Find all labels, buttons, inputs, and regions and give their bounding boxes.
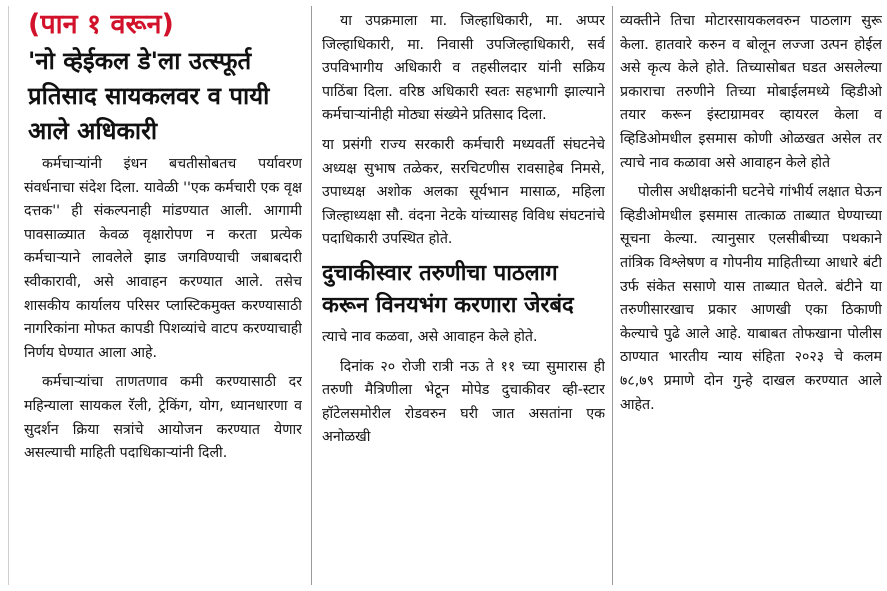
column3-paragraph-2: पोलीस अधीक्षकांनी घटनेचे गांभीर्य लक्षात घेऊन व्हिडीओमधील इसमास तात्काळ ताब्यात घेण्याच्या सूचना केल्या. त्यानुसार एलसीबीच्या पथकाने तांत्रिक विश्लेषण व गोपनीय माहितीच्या आधारे बंटी उर्फ संकेत ससाणे यास ताब्यात घेतले. बंटीने या तरुणीसारखाच प्रकार आणखी एका ठिकाणी केल्याचे पुढे आले आहे. याबाबत तोफखाना पोलीस ठाण्यात भारतीय न्याय संहिता २०२३ चे कलम ७८,७९ प्रमाणे दोन गुन्हे दाखल करण्यात आले आहेत. [620, 184, 882, 413]
article-headline: 'नो व्हेईकल डे'ला उत्स्फूर्त प्रतिसाद सायकलवर व पायी आले अधिकारी [28, 47, 270, 145]
column2-paragraph-1: या उपक्रमाला मा. जिल्हाधिकारी, मा. अप्पर जिल्हाधिकारी, मा. निवासी उपजिल्हाधिकारी, सर्व उपविभागीय अधिकारी व तहसीलदार यांनी सक्रिय पाठिंबा दिला. वरिष्ठ अधिकारी स्वतः सहभागी झाल्याने कर्मचाऱ्यांनीही मोठ्या संख्येने प्रतिसाद दिला. [322, 13, 605, 124]
column-divider-1 [311, 6, 312, 585]
column2-paragraph-4: दिनांक २० रोजी रात्री नऊ ते ११ च्या सुमारास ही तरुणी मैत्रिणीला भेटून मोपेड दुचाकीवर व्ही-स्टार हॉटेलसमोरील रोडवरुन घरी जात असतांना एक अनोळखी [322, 358, 605, 446]
left-margin-rule [8, 6, 9, 585]
continuation-kicker: (पान १ वरून) [28, 9, 174, 40]
column1-paragraph-1: कर्मचाऱ्यांनी इंधन बचतीसोबतच पर्यावरण संवर्धनाचा संदेश दिला. यावेळी ''एक कर्मचारी एक वृक्ष दत्तक'' ही संकल्पनाही मांडण्यात आली. आगामी पावसाळ्यात केवळ वृक्षारोपण न करता प्रत्येक कर्मचाऱ्याने लावलेले झाड जगविण्याची जबाबदारी स्वीकारावी, असे आवाहन करण्यात आले. तसेच शासकीय कार्यालय परिसर प्लास्टिकमुक्त करण्यासाठी नागरिकांना मोफत कापडी पिशव्यांचे वाटप करण्याचाही निर्णय घेण्यात आला आहे. [24, 156, 302, 361]
column2-paragraph-3: त्याचे नाव कळवा, असे आवाहन केले होते. [322, 328, 538, 345]
column3-paragraph-1: व्यक्तीने तिचा मोटारसायकलवरुन पाठलाग सुरू केला. हातवारे करुन व बोलून लज्जा उत्पन होईल असे कृत्य केले होते. तिच्यासोबत घडत असलेल्या प्रकाराचा तरुणीने तिच्या मोबाईलमध्ये व्हिडीओ तयार करून इंस्टाग्रामवर व्हायरल केला व व्हिडिओमधील इसमास कोणी ओळखत असेल तर त्याचे नाव कळावा असे आवाहन केले होते [620, 13, 882, 171]
column1-paragraph-2: कर्मचाऱ्यांचा ताणतणाव कमी करण्यासाठी दर महिन्याला सायकल रॅली, ट्रेकिंग, योग, ध्यानधारणा व सुदर्शन क्रिया सत्रांचे आयोजन करण्यात येणार असल्याची माहिती पदाधिकाऱ्यांनी दिली. [24, 374, 302, 462]
second-story-headline: दुचाकीस्वार तरुणीचा पाठलाग करून विनयभंग करणारा जेरबंद [322, 260, 574, 318]
article-column-2 [322, 0, 605, 591]
article-column-1 [24, 0, 302, 591]
article-column-3 [620, 0, 882, 591]
column-divider-2 [612, 6, 613, 585]
column2-paragraph-2: या प्रसंगी राज्य सरकारी कर्मचारी मध्यवर्ती संघटनेचे अध्यक्ष सुभाष तळेकर, सरचिटणीस रावसाहेब निमसे, उपाध्यक्ष अशोक अलका सूर्यभान मासाळ, महिला जिल्हाध्यक्षा सौ. वंदना नेटके यांच्यासह विविध संघटनांचे पदाधिकारी उपस्थित होते. [322, 136, 605, 248]
